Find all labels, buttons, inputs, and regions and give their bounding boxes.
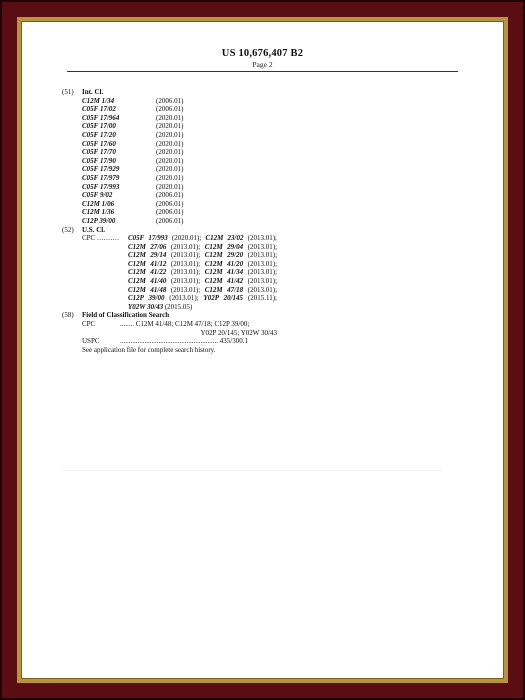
cpc-code: C12M 41/12 xyxy=(128,259,167,268)
field-cpc-line xyxy=(82,320,277,329)
int-cl-code: C05F 17/993 xyxy=(82,182,120,191)
cpc-code: C12M 29/20 xyxy=(204,251,244,260)
cpc-date: (2015.11) xyxy=(243,294,276,303)
int-cl-code: C05F 17/00 xyxy=(82,122,116,131)
int-cl-row xyxy=(82,148,277,157)
int-cl-row xyxy=(82,200,277,209)
int-cl-row xyxy=(82,114,277,123)
field-uspc-label: USPC xyxy=(82,337,100,346)
int-cl-row xyxy=(82,97,277,106)
int-cl-code: C05F 17/929 xyxy=(82,165,120,174)
section-title: U.S. Cl. xyxy=(82,225,105,234)
cpc-code: C12M 23/02 xyxy=(205,234,244,243)
cpc-date: (2013.01) xyxy=(166,268,199,277)
int-cl-code: C05F 9/02 xyxy=(82,191,113,200)
int-cl-row xyxy=(82,131,277,140)
int-cl-row xyxy=(82,140,277,149)
int-cl-section xyxy=(62,88,277,226)
int-cl-code: C12P 39/00 xyxy=(82,216,116,225)
field-cpc-label: CPC xyxy=(82,320,96,329)
int-cl-code: C05F 17/964 xyxy=(82,113,120,122)
cpc-code: Y02P 20/145 xyxy=(203,294,244,303)
cpc-code: C12M 41/22 xyxy=(128,268,167,277)
int-cl-code: C12M 1/36 xyxy=(82,208,115,217)
cpc-date: (2013.01) xyxy=(243,268,276,277)
field-cpc-text-cont: Y02P 20/145; Y02W 30/43 xyxy=(200,328,277,337)
int-cl-row xyxy=(82,165,277,174)
cpc-code: C12M 47/18 xyxy=(204,285,244,294)
cpc-code: C05F 17/993 xyxy=(128,234,168,243)
patent-number: US 10,676,407 B2 xyxy=(221,48,304,59)
cpc-code: C12M 29/14 xyxy=(128,251,167,260)
page-header xyxy=(67,48,458,72)
int-cl-version: (2020.01) xyxy=(156,156,184,165)
int-cl-code: C05F 17/20 xyxy=(82,130,116,139)
frame-mat xyxy=(17,17,508,683)
int-cl-version: (2006.01) xyxy=(156,105,184,114)
cpc-block xyxy=(82,234,277,311)
cpc-classification-text: C05F 17/993 (2020.01); C12M 23/02 (2013.01); C12M 27/06 (2013.01); C12M 29/04 (2013.01); C12M 29/14 (2013.01); C12M 29/20 (2013.01); C12M 41/12 (2013.01); C12M 41/20 (2013.01); C12M 41/22 (2013.01); C12M 41/34 (2013.01); C12M 41/40 (2013.01); C12M 41/42 (2013.01); C12M 41/48 (2013.01); C12M 47/18 (2013.01); C12P 39/00 (2013.01); Y02P 20/145 (2015.11); Y02W 30/43 (2015.05) xyxy=(128,234,278,311)
field-uspc-line xyxy=(82,337,277,346)
int-cl-version: (2020.01) xyxy=(156,182,184,191)
field-search-section xyxy=(62,311,277,354)
int-cl-version: (2006.01) xyxy=(156,191,184,200)
cpc-date: (2013.01) xyxy=(166,242,199,251)
scan-artifact-line xyxy=(62,470,443,471)
int-cl-version: (2020.01) xyxy=(156,148,184,157)
cpc-date: (2013.01) xyxy=(166,259,199,268)
int-cl-version: (2006.01) xyxy=(156,208,184,217)
int-cl-row xyxy=(82,174,277,183)
cpc-date: (2013.01) xyxy=(243,234,276,243)
cpc-code: C12M 41/20 xyxy=(204,259,244,268)
cpc-code: C12M 29/04 xyxy=(204,242,244,251)
field-cpc-text: ........ C12M 41/48; C12M 47/18; C12P 39/00; xyxy=(120,320,250,329)
cpc-date: (2013.01) xyxy=(243,242,276,251)
cpc-code: Y02W 30/43 xyxy=(128,302,164,311)
cpc-code: C12M 41/40 xyxy=(128,277,167,286)
cpc-date: (2013.01) xyxy=(166,251,199,260)
cpc-date: (2013.01) xyxy=(243,251,276,260)
int-cl-version: (2020.01) xyxy=(156,113,184,122)
cpc-date: (2013.01) xyxy=(166,285,199,294)
int-cl-version: (2020.01) xyxy=(156,130,184,139)
cpc-date: (2013.01) xyxy=(243,259,276,268)
field-uspc-text: ........................................................ 435/300.1 xyxy=(120,337,248,346)
int-cl-version: (2006.01) xyxy=(156,96,184,105)
section-number: (58) xyxy=(62,311,74,320)
int-cl-version: (2020.01) xyxy=(156,122,184,131)
int-cl-row xyxy=(82,105,277,114)
cpc-label: CPC xyxy=(82,234,96,243)
int-cl-code: C12M 1/06 xyxy=(82,199,115,208)
int-cl-version: (2006.01) xyxy=(156,216,184,225)
cpc-code: C12M 41/34 xyxy=(204,268,244,277)
cpc-date: (2020.01) xyxy=(167,234,200,243)
int-cl-code: C05F 17/979 xyxy=(82,173,120,182)
int-cl-code: C05F 17/60 xyxy=(82,139,116,148)
cpc-code: C12M 41/48 xyxy=(128,285,167,294)
page-number: Page 2 xyxy=(252,60,273,69)
int-cl-version: (2006.01) xyxy=(156,199,184,208)
int-cl-version: (2020.01) xyxy=(156,139,184,148)
int-cl-row xyxy=(82,191,277,200)
int-cl-version: (2020.01) xyxy=(156,173,184,182)
search-history-note: See application file for complete search history. xyxy=(82,345,216,354)
cpc-code: C12P 39/00 xyxy=(128,294,165,303)
patent-content xyxy=(62,88,277,354)
int-cl-code: C05F 17/90 xyxy=(82,156,116,165)
int-cl-list xyxy=(82,97,277,226)
cpc-code: C12M 41/42 xyxy=(204,277,244,286)
section-title: Int. Cl. xyxy=(82,88,104,96)
cpc-code: C12M 27/06 xyxy=(128,242,167,251)
int-cl-row xyxy=(82,183,277,192)
cpc-date: (2013.01) xyxy=(243,285,276,294)
cpc-date: (2013.01) xyxy=(243,277,276,286)
cpc-date: (2015.05) xyxy=(163,302,193,311)
int-cl-code: C05F 17/70 xyxy=(82,148,116,157)
int-cl-row xyxy=(82,157,277,166)
int-cl-row xyxy=(82,122,277,131)
int-cl-version: (2020.01) xyxy=(156,165,184,174)
us-cl-section xyxy=(62,226,277,312)
int-cl-code: C12M 1/34 xyxy=(82,96,115,105)
section-number: (51) xyxy=(62,88,74,96)
int-cl-row xyxy=(82,217,277,226)
cpc-date: (2013.01) xyxy=(164,294,197,303)
section-number: (52) xyxy=(62,225,74,234)
section-title: Field of Classification Search xyxy=(82,311,170,320)
int-cl-row xyxy=(82,208,277,217)
int-cl-code: C05F 17/02 xyxy=(82,105,116,114)
cpc-dots: .......... xyxy=(96,234,120,243)
document-page xyxy=(21,21,504,679)
cpc-date: (2013.01) xyxy=(166,277,199,286)
